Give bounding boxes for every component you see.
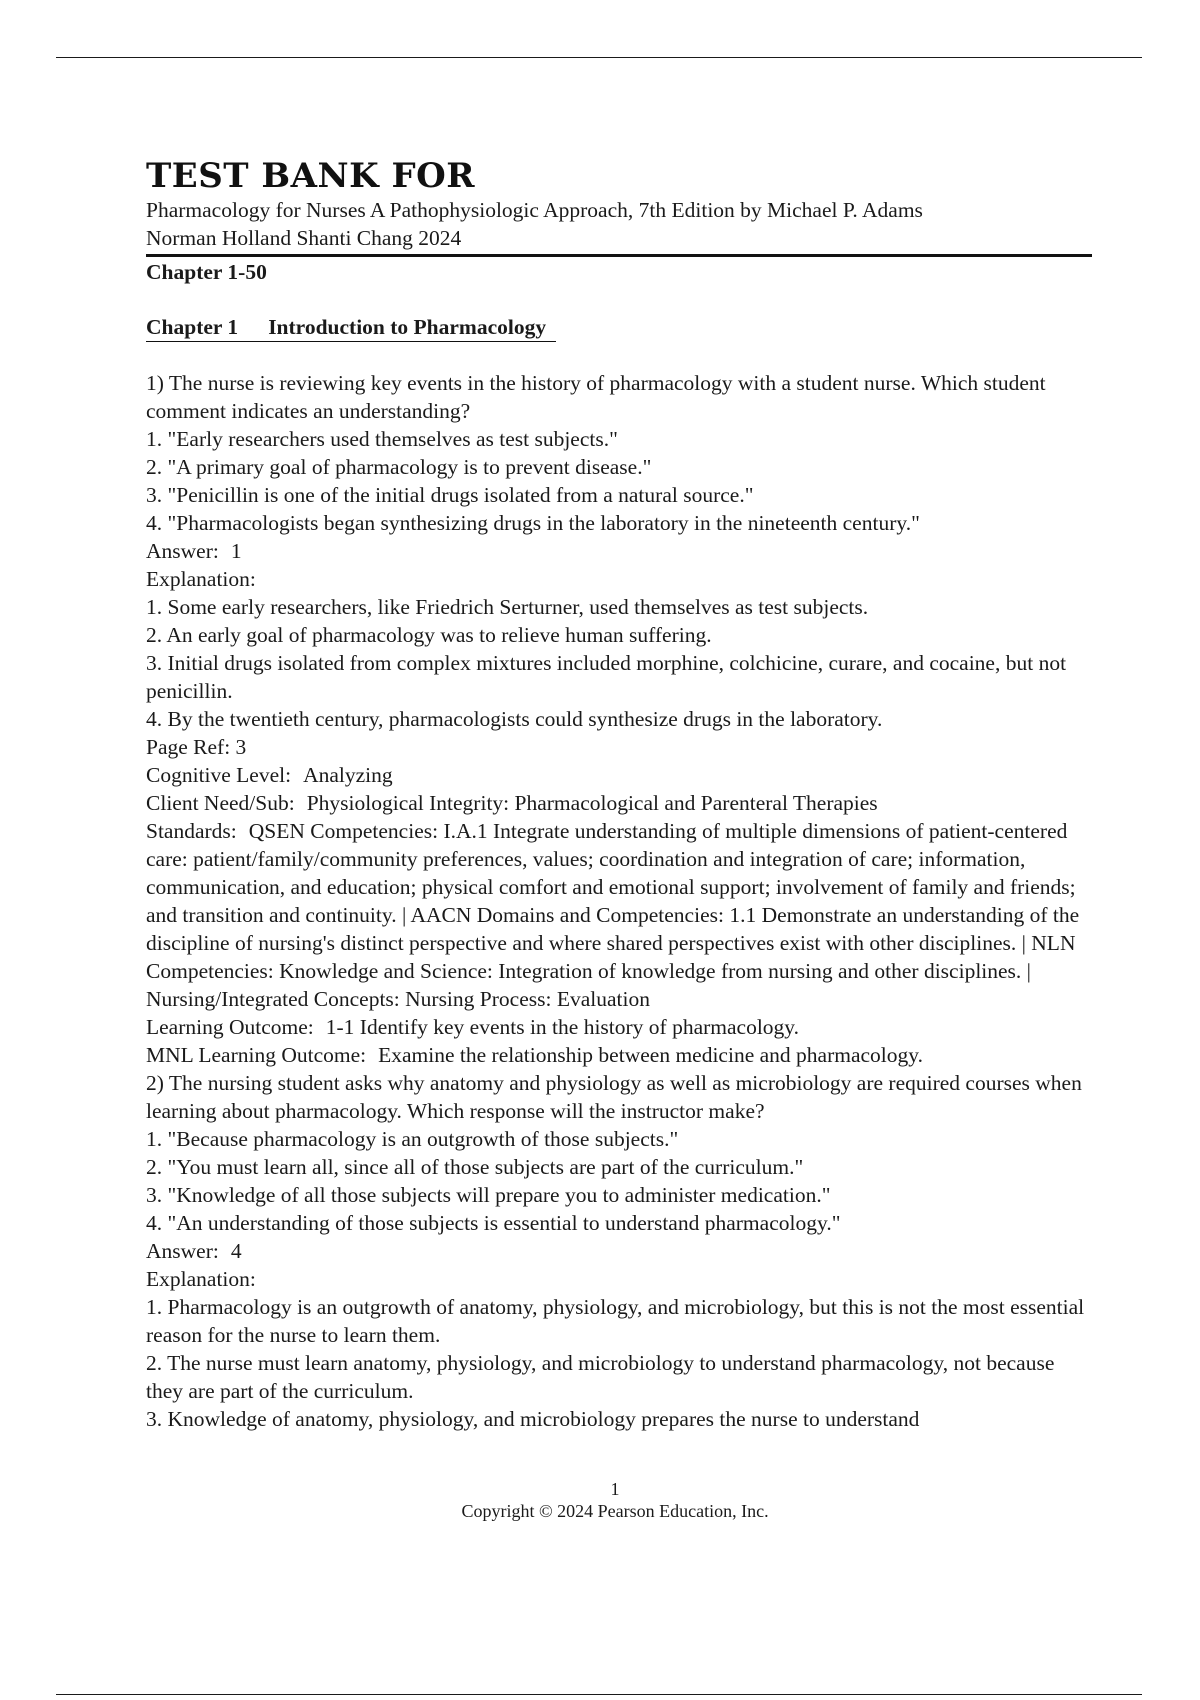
mnl-learning-outcome	[146, 1041, 1092, 1069]
answer-label: Answer:	[146, 1239, 219, 1263]
cognitive-level-value: Analyzing	[303, 763, 393, 787]
explanation-item: 3. Knowledge of anatomy, physiology, and microbiology prepares the nurse to understand	[146, 1407, 920, 1431]
explanation-item: 1. Some early researchers, like Friedrich Serturner, used themselves as test subjects.	[146, 595, 869, 619]
explanation-item: 3. Initial drugs isolated from complex mixtures included morphine, colchicine, curare, and cocaine, but not penicillin.	[146, 651, 1067, 703]
explanation-label: Explanation:	[146, 1267, 256, 1291]
answer-value: 4	[230, 1239, 242, 1263]
learning-outcome-label: Learning Outcome:	[146, 1015, 314, 1039]
cognitive-level-label: Cognitive Level:	[146, 763, 292, 787]
document-title: TEST BANK FOR	[146, 156, 476, 196]
answer-option: 1. "Early researchers used themselves as test subjects."	[146, 427, 618, 451]
learning-outcome-value: 1-1 Identify key events in the history of pharmacology.	[325, 1015, 800, 1039]
answer-option: 3. "Penicillin is one of the initial drugs isolated from a natural source."	[146, 483, 754, 507]
question-list	[146, 369, 1092, 1433]
mnl-learning-outcome-value: Examine the relationship between medicine and pharmacology.	[378, 1043, 923, 1067]
page-ref: Page Ref: 3	[146, 735, 247, 759]
answer-option: 4. "An understanding of those subjects is essential to understand pharmacology."	[146, 1211, 841, 1235]
answer-line	[146, 1237, 1092, 1265]
explanation-item: 2. An early goal of pharmacology was to relieve human suffering.	[146, 623, 712, 647]
client-need-label: Client Need/Sub:	[146, 791, 295, 815]
standards-label: Standards:	[146, 819, 237, 843]
chapter-number: Chapter 1	[146, 315, 239, 339]
page-number: 1	[610, 1479, 620, 1499]
answer-line	[146, 537, 1092, 565]
book-title-line-1: Pharmacology for Nurses A Pathophysiologic Approach, 7th Edition by Michael P. Adams	[146, 198, 923, 222]
answer-option: 3. "Knowledge of all those subjects will prepare you to administer medication."	[146, 1183, 831, 1207]
standards-value: QSEN Competencies: I.A.1 Integrate understanding of multiple dimensions of patient-centered care: patient/family/community preferences, values; coordination and integration of care; information, communication, and education; physical comfort and emotional support; involvement of family and friends; and transition and continuity. | AACN Domains and Competencies: 1.1 Demonstrate an understanding of the discipline of nursing's distinct perspective and where shared perspectives exist with other disciplines. | NLN Competencies: Knowledge and Science: Integration of knowledge from nursing and other disciplines. | Nursing/Integrated Concepts: Nursing Process: Evaluation	[146, 819, 1080, 1011]
cognitive-level	[146, 761, 1092, 789]
mnl-learning-outcome-label: MNL Learning Outcome:	[146, 1043, 367, 1067]
answer-label: Answer:	[146, 539, 219, 563]
chapter-range: Chapter 1-50	[146, 260, 267, 284]
answer-option: 2. "You must learn all, since all of those subjects are part of the curriculum."	[146, 1155, 804, 1179]
copyright-notice: Copyright © 2024 Pearson Education, Inc.	[461, 1501, 769, 1521]
answer-value: 1	[230, 539, 242, 563]
chapter-heading	[146, 313, 556, 342]
client-need	[146, 789, 1092, 817]
standards	[146, 817, 1092, 1013]
chapter-title: Introduction to Pharmacology	[268, 315, 547, 339]
explanation-item: 4. By the twentieth century, pharmacologists could synthesize drugs in the laboratory.	[146, 707, 883, 731]
learning-outcome	[146, 1013, 1092, 1041]
question-stem: 2) The nursing student asks why anatomy and physiology as well as microbiology are required courses when learning about pharmacology. Which response will the instructor make?	[146, 1071, 1082, 1123]
document-page-content	[146, 156, 1092, 1433]
explanation-item: 2. The nurse must learn anatomy, physiology, and microbiology to understand pharmacology, not because they are part of the curriculum.	[146, 1351, 1055, 1403]
answer-option: 1. "Because pharmacology is an outgrowth of those subjects."	[146, 1127, 679, 1151]
explanation-label: Explanation:	[146, 567, 256, 591]
answer-option: 2. "A primary goal of pharmacology is to prevent disease."	[146, 455, 652, 479]
bottom-border-line	[56, 1694, 1142, 1695]
client-need-value: Physiological Integrity: Pharmacological and Parenteral Therapies	[306, 791, 878, 815]
top-border-line	[56, 57, 1142, 58]
question-stem: 1) The nurse is reviewing key events in the history of pharmacology with a student nurse. Which student comment indicates an understanding?	[146, 371, 1046, 423]
header-divider	[146, 254, 1092, 257]
book-title-line-2: Norman Holland Shanti Chang 2024	[146, 226, 462, 250]
answer-option: 4. "Pharmacologists began synthesizing drugs in the laboratory in the nineteenth century."	[146, 511, 920, 535]
explanation-item: 1. Pharmacology is an outgrowth of anatomy, physiology, and microbiology, but this is not the most essential reason for the nurse to learn them.	[146, 1295, 1085, 1347]
